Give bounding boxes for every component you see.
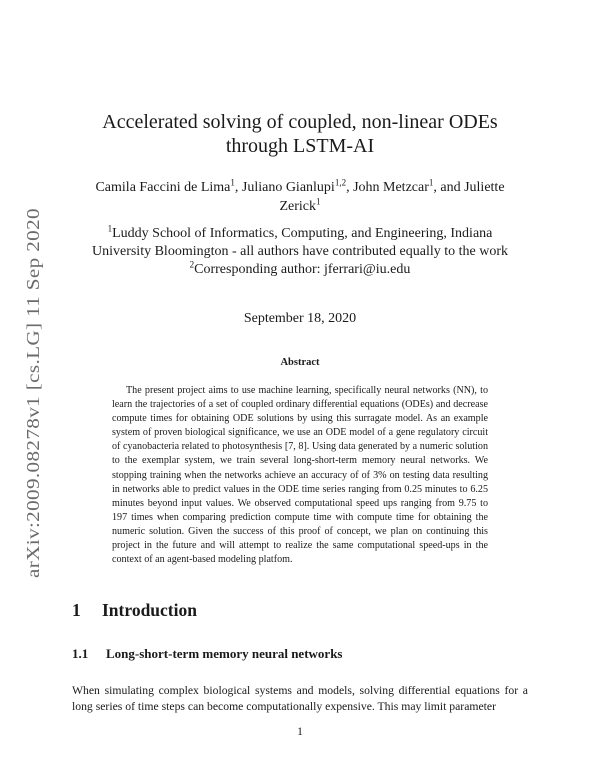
affiliation-line-1: $^1$Luddy School of Informatics, Computing, and Engineering, Indiana xyxy=(107,223,493,241)
paper-title-line-2: through LSTM-AI xyxy=(225,135,375,157)
section-number: 1 xyxy=(72,600,81,620)
author-name-part: Juliette xyxy=(464,180,505,195)
author-affiliation-marker: 1,2 xyxy=(334,177,347,188)
author-affiliation-marker: 1 xyxy=(428,177,434,188)
paper-title-line-1: Accelerated solving of coupled, non-linear ODEs xyxy=(102,111,498,133)
author-name: John Metzcar xyxy=(353,180,429,195)
author-separator: , xyxy=(234,180,242,195)
arxiv-identifier-text: arXiv:2009.08278v1 [cs.LG] 11 Sep 2020 xyxy=(23,271,43,578)
publication-date: September 18, 2020 xyxy=(243,311,357,326)
subsection-title: Long-short-term memory neural networks xyxy=(106,646,343,661)
affiliation-marker: 1 xyxy=(107,223,113,234)
affiliation-line-2: University Bloomington - all authors have contributed equally to the work xyxy=(91,244,509,259)
paper-title xyxy=(70,110,530,158)
subsection-number: 1.1 xyxy=(72,646,89,661)
author-list xyxy=(80,178,520,216)
author-name: Camila Faccini de Lima xyxy=(95,180,231,195)
abstract-heading: Abstract xyxy=(280,357,320,368)
author-separator: , xyxy=(346,180,354,195)
affiliations xyxy=(62,225,538,279)
author-list-line-1 xyxy=(80,178,520,197)
page-number: 1 xyxy=(297,726,303,738)
section-title: Introduction xyxy=(102,600,197,620)
subsection-heading xyxy=(72,646,342,662)
arxiv-identifier-stamp xyxy=(6,206,54,578)
affiliation-marker: 2 xyxy=(189,259,195,270)
author-affiliation-marker: 1 xyxy=(230,177,235,188)
section-heading xyxy=(72,600,197,621)
body-paragraph: When simulating complex biological systems and models, solving differential equations for a long series of time steps can become computationally expensive. This may limit parameter xyxy=(72,684,528,713)
author-name: Juliano Gianlupi xyxy=(241,180,335,195)
abstract-text: The present project aims to use machine learning, specifically neural networks (NN), to learn the trajectories of a set of coupled ordinary differential equations (ODEs) and decrease compute times for obtaining ODE solutions by using this surragate model. As an example system of proven biological significance, we use an ODE model of a gene regulatory circuit of cyanobacteria related to photosynthesis [7, 8]. Using data generated by a numeric solution to the exemplar system, we train several long-short-term memory neural networks. We stopping training when the networks achieve an accuracy of of 3% on testing data resulting in networks able to predict values in the ODE time series ranging from 0.25 minutes to 6.25 minutes beyond input values. We observed computational speed ups ranging from 9.75 to 197 times when comparing prediction compute time with compute time for obtaining the numeric solution. Given the success of this proof of concept, we plan on continuing this project in the future and will attempt to realize the same computational speed-ups in the context of an agent-based modeling platfom. xyxy=(112,385,488,566)
author-list-line-2 xyxy=(80,197,520,216)
author-separator: , and xyxy=(433,180,465,195)
affiliation-line-3: $^2$Corresponding author: jferrari@iu.edu xyxy=(189,259,411,277)
author-name-part: Zerick xyxy=(279,199,317,214)
author-affiliation-marker: 1 xyxy=(316,196,321,207)
